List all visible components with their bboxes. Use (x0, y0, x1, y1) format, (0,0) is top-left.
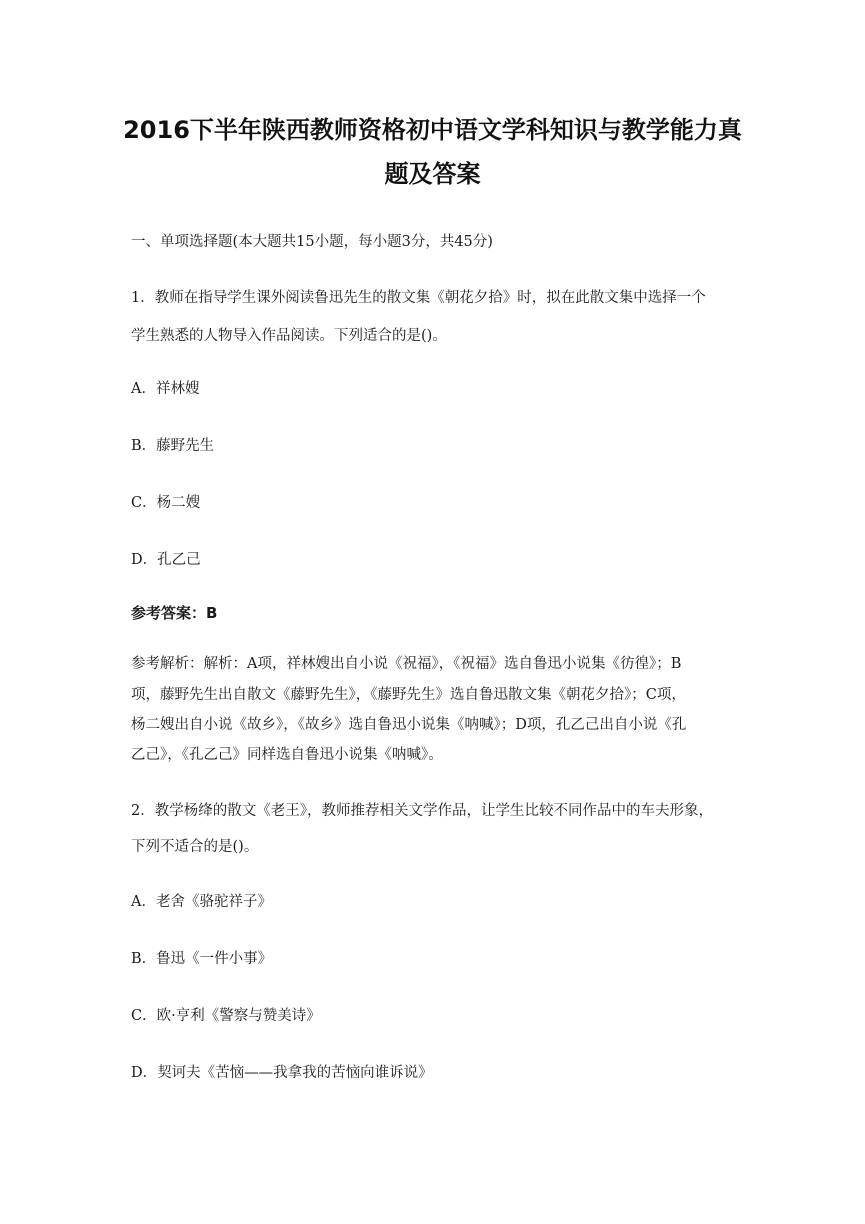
question-2-option-b: B．鲁迅《一件小事》 (131, 951, 273, 967)
question-1-option-a: A．祥林嫂 (131, 381, 200, 397)
question-1-answer: 参考答案：B (131, 604, 218, 622)
question-1-stem-line-1: 1．教师在指导学生课外阅读鲁迅先生的散文集《朝花夕拾》时，拟在此散文集中选择一个 (131, 290, 706, 306)
question-1-stem-line-2: 学生熟悉的人物导入作品阅读。下列适合的是()。 (131, 328, 447, 344)
question-2-option-a: A．老舍《骆驼祥子》 (131, 894, 272, 910)
question-1-option-c: C．杨二嫂 (131, 495, 201, 511)
question-2-option-c: C．欧·亨利《警察与赞美诗》 (131, 1008, 321, 1024)
question-1-analysis-line-2: 项，藤野先生出自散文《藤野先生》，《藤野先生》选自鲁迅散文集《朝花夕拾》；C项， (131, 687, 686, 703)
question-1-option-d: D．孔乙己 (131, 552, 201, 568)
question-1-analysis-line-4: 乙己》，《孔乙己》同样选自鲁迅小说集《呐喊》。 (131, 747, 443, 763)
question-2-stem-line-2: 下列不适合的是()。 (131, 839, 259, 855)
question-1-option-b: B．藤野先生 (131, 438, 215, 454)
question-2-stem-line-1: 2．教学杨绛的散文《老王》，教师推荐相关文学作品，让学生比较不同作品中的车夫形象， (131, 803, 713, 819)
question-1-analysis-line-3: 杨二嫂出自小说《故乡》，《故乡》选自鲁迅小说集《呐喊》；D项，孔乙己出自小说《孔 (131, 717, 687, 733)
section-heading: 一、单项选择题(本大题共15小题，每小题3分，共45分) (131, 234, 493, 250)
document-title-line-1: 2016下半年陕西教师资格初中语文学科知识与教学能力真 (123, 116, 742, 144)
question-1-analysis-line-1: 参考解析：解析：A项，祥林嫂出自小说《祝福》，《祝福》选自鲁迅小说集《彷徨》；B (131, 656, 682, 672)
question-2-option-d: D．契诃夫《苦恼——我拿我的苦恼向谁诉说》 (131, 1065, 433, 1081)
document-title-line-2: 题及答案 (384, 160, 481, 188)
